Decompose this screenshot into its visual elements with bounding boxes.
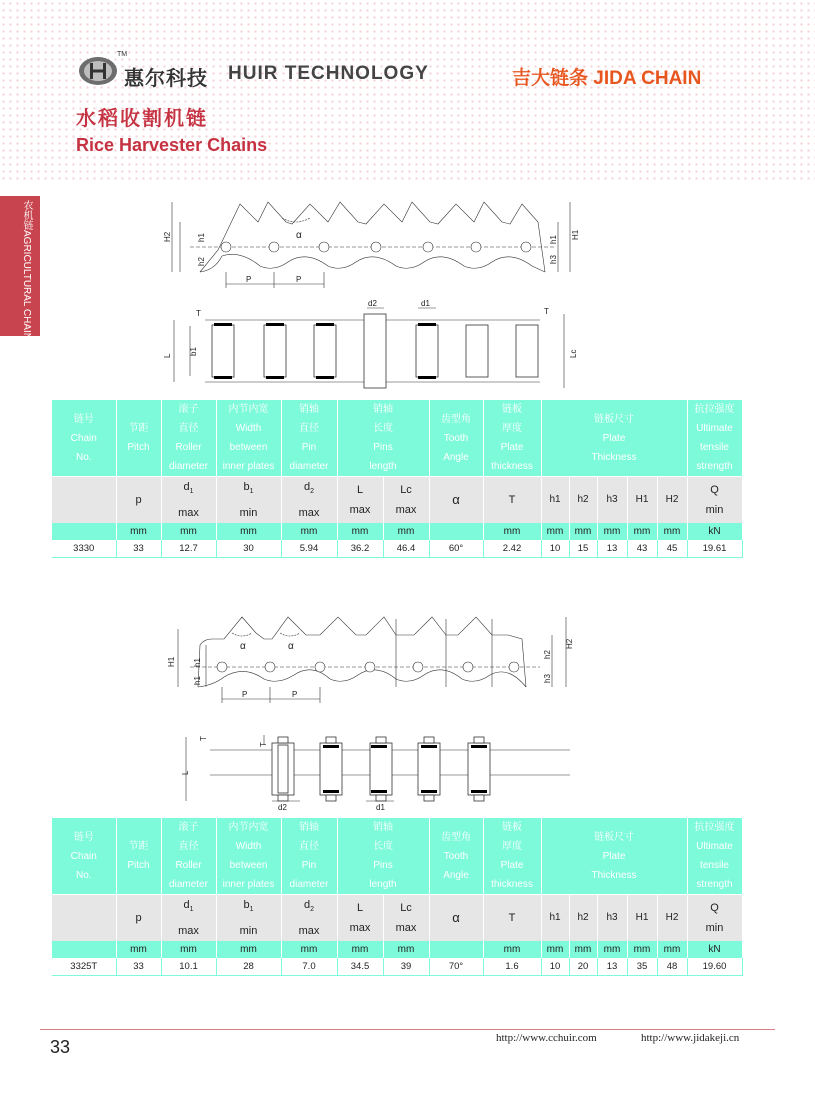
unit-cell: mm xyxy=(483,941,541,958)
symbol-cell: H2 xyxy=(657,895,687,942)
value-cell: 33 xyxy=(116,958,161,976)
symbol-cell: α xyxy=(429,477,483,524)
unit-cell: mm xyxy=(383,523,429,540)
dim-alpha: α xyxy=(296,230,302,241)
header-chain-no: 链号 Chain No. xyxy=(52,400,116,477)
value-cell: 70° xyxy=(429,958,483,976)
value-cell: 46.4 xyxy=(383,540,429,558)
header-tooth-angle: 齿型角 Tooth Angle xyxy=(429,400,483,477)
jida-chain-brand: 吉大链条 JIDA CHAIN xyxy=(512,68,702,89)
unit-cell: mm xyxy=(569,523,597,540)
symbol-cell: Q min xyxy=(687,895,742,942)
header-inner-width: 内节内宽 Width between inner plates xyxy=(216,818,281,895)
symbol-cell: $d_2$ max xyxy=(281,895,337,942)
symbol-cell: H1 xyxy=(627,895,657,942)
value-cell: 30 xyxy=(216,540,281,558)
unit-cell: mm xyxy=(383,941,429,958)
header-pitch: 节距 Pitch xyxy=(116,818,161,895)
unit-cell: mm xyxy=(627,941,657,958)
header-plate-thickness: 链板 厚度 Plate thickness xyxy=(483,400,541,477)
dim2-P1: P xyxy=(242,690,248,699)
side-category-label: 农机链AGRICULTURAL CHAINS xyxy=(21,200,32,347)
dim-H1: H1 xyxy=(571,229,580,240)
footer-link-cchuir[interactable]: http://www.cchuir.com xyxy=(496,1032,597,1044)
brand-name-cn: 惠尔科技 xyxy=(124,68,208,90)
value-cell: 10 xyxy=(541,540,569,558)
symbol-cell: h3 xyxy=(597,895,627,942)
footer-divider xyxy=(40,1029,775,1030)
unit-cell: mm xyxy=(627,523,657,540)
dim-h3: h3 xyxy=(549,255,558,264)
header-plate-dimensions: 链板尺寸 Plate Thickness xyxy=(541,818,687,895)
symbol-cell: h2 xyxy=(569,895,597,942)
unit-cell: mm xyxy=(281,941,337,958)
unit-cell: mm xyxy=(569,941,597,958)
unit-cell: mm xyxy=(216,523,281,540)
symbol-cell: $d_1$ max xyxy=(161,477,216,524)
symbol-cell: Lc max xyxy=(383,895,429,942)
dim2-alpha2: α xyxy=(288,641,294,652)
trademark: TM xyxy=(117,51,128,58)
brand-name-en: HUIR TECHNOLOGY xyxy=(228,63,429,84)
symbol-cell: h1 xyxy=(541,477,569,524)
header-roller-diameter: 滚子 直径 Roller diameter xyxy=(161,400,216,477)
unit-cell: mm xyxy=(216,941,281,958)
unit-cell: mm xyxy=(657,941,687,958)
dim2-h1-lower: h1 xyxy=(193,676,202,685)
value-cell: 7.0 xyxy=(281,958,337,976)
unit-cell: kN xyxy=(687,941,742,958)
dim2-h3: h3 xyxy=(543,674,552,683)
value-cell: 36.2 xyxy=(337,540,383,558)
unit-cell: mm xyxy=(281,523,337,540)
header-pitch: 节距 Pitch xyxy=(116,400,161,477)
value-cell: 28 xyxy=(216,958,281,976)
unit-cell: mm xyxy=(597,523,627,540)
dim-H2: H2 xyxy=(163,231,172,242)
header-roller-diameter: 滚子 直径 Roller diameter xyxy=(161,818,216,895)
header-chain-no: 链号 Chain No. xyxy=(52,818,116,895)
unit-cell xyxy=(52,523,116,540)
value-cell: 20 xyxy=(569,958,597,976)
unit-cell: mm xyxy=(337,523,383,540)
symbol-cell xyxy=(52,895,116,942)
symbol-cell: $b_1$ min xyxy=(216,895,281,942)
symbol-cell: h2 xyxy=(569,477,597,524)
symbol-cell: $b_1$ min xyxy=(216,477,281,524)
symbol-cell: Lc max xyxy=(383,477,429,524)
side-T: T xyxy=(196,309,201,318)
unit-cell: mm xyxy=(161,523,216,540)
header-tensile-strength: 抗拉强度 Ultimate tensile strength xyxy=(687,400,742,477)
unit-cell: mm xyxy=(657,523,687,540)
unit-cell xyxy=(52,941,116,958)
unit-cell xyxy=(429,523,483,540)
symbol-cell: L max xyxy=(337,895,383,942)
chain-3330-diagram xyxy=(160,192,590,392)
side2-L: L xyxy=(181,770,190,775)
header-tooth-angle: 齿型角 Tooth Angle xyxy=(429,818,483,895)
symbol-cell: L max xyxy=(337,477,383,524)
value-cell: 13 xyxy=(597,958,627,976)
value-cell: 39 xyxy=(383,958,429,976)
symbol-cell: $d_2$ max xyxy=(281,477,337,524)
unit-cell: mm xyxy=(161,941,216,958)
dim2-alpha1: α xyxy=(240,641,246,652)
huir-logo-icon xyxy=(78,55,118,87)
symbol-cell: T xyxy=(483,895,541,942)
symbol-cell: p xyxy=(116,895,161,942)
symbol-cell: h1 xyxy=(541,895,569,942)
value-cell: 5.94 xyxy=(281,540,337,558)
value-cell: 13 xyxy=(597,540,627,558)
header-pin-diameter: 销轴 直径 Pin diameter xyxy=(281,818,337,895)
value-cell: 2.42 xyxy=(483,540,541,558)
unit-cell: mm xyxy=(337,941,383,958)
symbol-cell: h3 xyxy=(597,477,627,524)
symbol-cell xyxy=(52,477,116,524)
symbol-cell: α xyxy=(429,895,483,942)
dim2-P2: P xyxy=(292,690,298,699)
value-cell: 12.7 xyxy=(161,540,216,558)
symbol-cell: T xyxy=(483,477,541,524)
symbol-cell: $d_1$ max xyxy=(161,895,216,942)
value-cell: 43 xyxy=(627,540,657,558)
unit-cell: mm xyxy=(597,941,627,958)
value-cell: 10.1 xyxy=(161,958,216,976)
header-pin-diameter: 销轴 直径 Pin diameter xyxy=(281,400,337,477)
header-plate-thickness: 链板 厚度 Plate thickness xyxy=(483,818,541,895)
side2-d1: d1 xyxy=(376,803,385,812)
dim-P1: P xyxy=(246,275,252,284)
unit-cell: kN xyxy=(687,523,742,540)
side-L: L xyxy=(163,353,172,358)
page-title-cn: 水稻收割机链 xyxy=(76,108,208,130)
chain-3325T-diagram xyxy=(160,605,580,815)
value-cell: 48 xyxy=(657,958,687,976)
value-chain-no: 3325T xyxy=(52,958,116,976)
value-cell: 33 xyxy=(116,540,161,558)
value-cell: 60° xyxy=(429,540,483,558)
header-plate-dimensions: 链板尺寸 Plate Thickness xyxy=(541,400,687,477)
value-cell: 1.6 xyxy=(483,958,541,976)
header-inner-width: 内节内宽 Width between inner plates xyxy=(216,400,281,477)
dim-P2: P xyxy=(296,275,302,284)
dim2-h2: h2 xyxy=(543,650,552,659)
side2-T2: T xyxy=(259,742,268,747)
unit-cell xyxy=(429,941,483,958)
value-cell: 10 xyxy=(541,958,569,976)
unit-cell: mm xyxy=(116,941,161,958)
symbol-cell: H1 xyxy=(627,477,657,524)
unit-cell: mm xyxy=(483,523,541,540)
side-T-right: T xyxy=(544,307,549,316)
dim-h2: h2 xyxy=(197,257,206,266)
value-cell: 19.60 xyxy=(687,958,742,976)
value-chain-no: 3330 xyxy=(52,540,116,558)
page-title-en: Rice Harvester Chains xyxy=(76,135,268,155)
table-row xyxy=(52,958,742,976)
spec-table-3325T xyxy=(52,818,743,976)
unit-cell: mm xyxy=(541,523,569,540)
header-pin-length: 销轴 长度 Pins length xyxy=(337,818,429,895)
dim2-h1: h1 xyxy=(193,658,202,667)
value-cell: 45 xyxy=(657,540,687,558)
symbol-cell: p xyxy=(116,477,161,524)
unit-cell: mm xyxy=(116,523,161,540)
value-cell: 34.5 xyxy=(337,958,383,976)
dim-h1-right: h1 xyxy=(549,235,558,244)
dim-h1: h1 xyxy=(197,233,206,242)
unit-cell: mm xyxy=(541,941,569,958)
dim2-H1: H1 xyxy=(167,656,176,667)
header-pin-length: 销轴 长度 Pins length xyxy=(337,400,429,477)
side-d1: d1 xyxy=(421,299,430,308)
footer-link-jidakeji[interactable]: http://www.jidakeji.cn xyxy=(641,1032,740,1044)
value-cell: 15 xyxy=(569,540,597,558)
side2-T1: T xyxy=(199,736,208,741)
table-row xyxy=(52,540,742,558)
page-number: 33 xyxy=(50,1037,71,1057)
dim2-H2: H2 xyxy=(565,638,574,649)
symbol-cell: Q min xyxy=(687,477,742,524)
side2-d2: d2 xyxy=(278,803,287,812)
spec-table-3330 xyxy=(52,400,743,558)
side-Lc: Lc xyxy=(569,349,578,358)
symbol-cell: H2 xyxy=(657,477,687,524)
value-cell: 19.61 xyxy=(687,540,742,558)
header-tensile-strength: 抗拉强度 Ultimate tensile strength xyxy=(687,818,742,895)
side-d2: d2 xyxy=(368,299,377,308)
value-cell: 35 xyxy=(627,958,657,976)
side-b1: b1 xyxy=(189,347,198,356)
